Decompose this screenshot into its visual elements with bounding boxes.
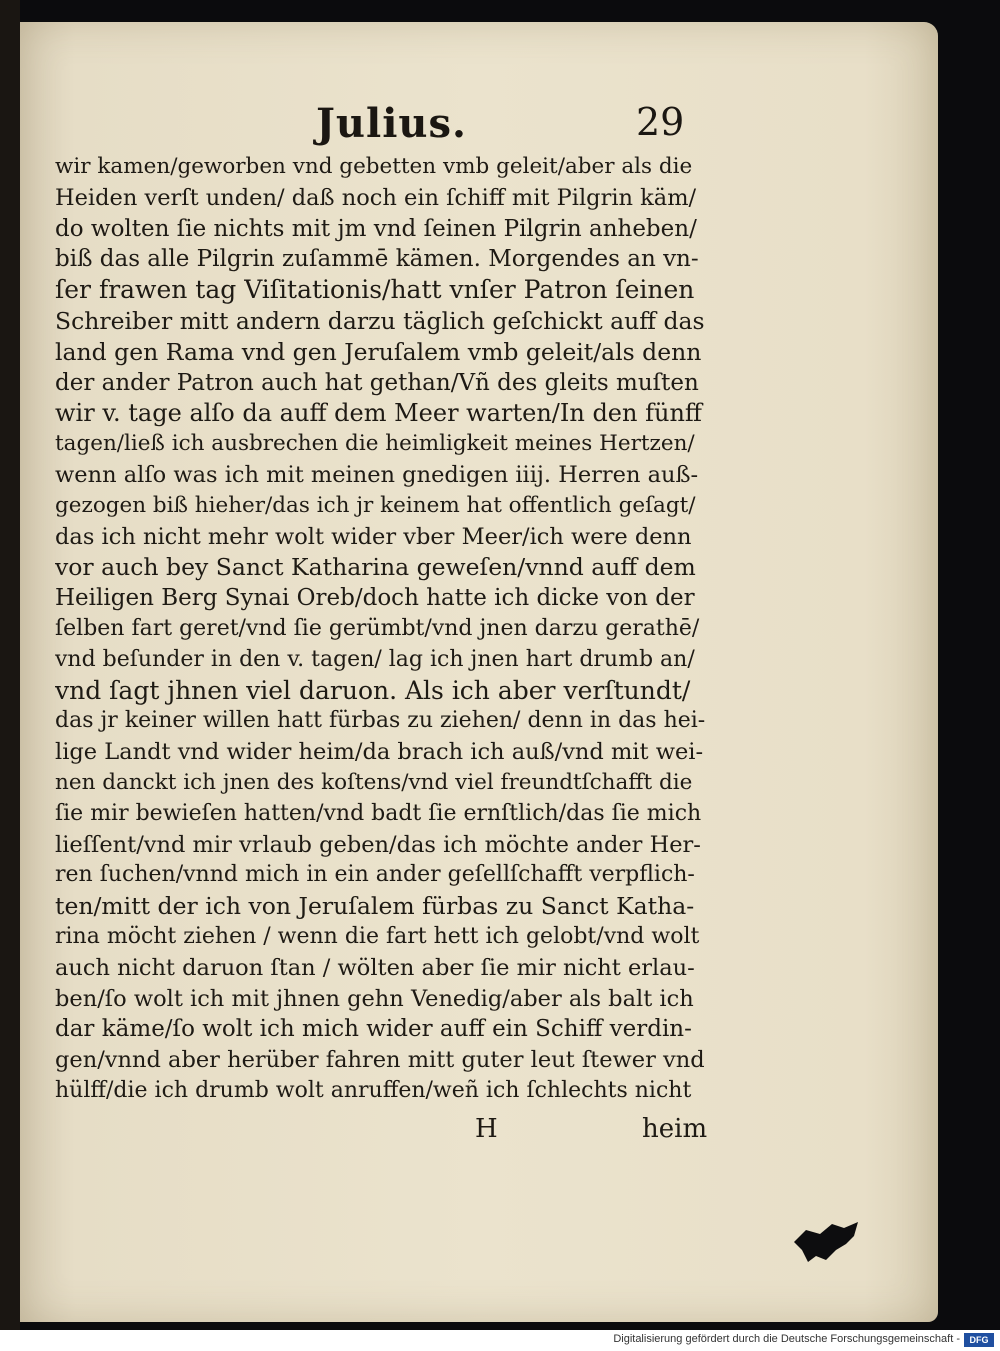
text-line: wenn alſo was ich mit meinen gnedigen iiij. Herren auß-	[55, 461, 699, 488]
text-line: Heiligen Berg Synai Oreb/doch hatte ich dicke von der	[55, 585, 695, 612]
text-line: nen danckt ich jnen des koſtens/vnd viel freundtſchafft die	[55, 769, 693, 795]
text-line: vor auch bey Sanct Katharina geweſen/vnnd auff dem	[55, 553, 696, 582]
text-line: wir kamen/geworben vnd gebetten vmb geleit/aber als die	[55, 154, 693, 179]
text-line: vnd beſunder in den v. tagen/ lag ich jnen hart drumb an/	[55, 646, 695, 672]
funding-credit: Digitalisierung gefördert durch die Deutsche Forschungsgemeinschaft -	[613, 1333, 960, 1345]
text-line: Schreiber mitt andern darzu täglich geſchickt auff das	[55, 306, 705, 335]
text-line: do wolten ſie nichts mit jm vnd ſeinen Pilgrin anheben/	[55, 215, 697, 242]
text-line: Heiden verſt unden/ daß noch ein ſchiff mit Pilgrin käm/	[55, 184, 697, 211]
text-line: lige Landt vnd wider heim/da brach ich auß/vnd mit wei-	[55, 739, 704, 766]
text-line: rina möcht ziehen / wenn die fart hett ich gelobt/vnd wolt	[55, 923, 700, 949]
body-text	[55, 152, 705, 1107]
running-head: Julius.	[316, 100, 467, 147]
book-page	[20, 22, 938, 1322]
text-line: land gen Rama vnd gen Jeruſalem vmb geleit/als denn	[55, 337, 702, 366]
text-line: das ich nicht mehr wolt wider vber Meer/ich were denn	[55, 523, 692, 550]
text-line: hülff/die ich drumb wolt anruffen/weñ ich ſchlechts nicht	[55, 1077, 692, 1103]
text-line: vnd ſagt jhnen viel daruon. Als ich aber verſtundt/	[55, 675, 691, 705]
text-line: ben/ſo wolt ich mit jhnen gehn Venedig/aber als balt ich	[55, 985, 694, 1012]
signature-line	[55, 1108, 708, 1148]
catchword: heim	[642, 1114, 708, 1144]
dfg-logo: DFG	[964, 1333, 994, 1347]
text-line: das jr keiner willen hatt fürbas zu ziehen/ denn in das hei-	[55, 708, 705, 734]
binding-edge	[0, 0, 20, 1330]
text-line: ſie mir bewieſen hatten/vnd badt ſie ernſtlich/das ſie mich	[55, 800, 702, 826]
signature-mark: H	[475, 1114, 498, 1144]
text-line: auch nicht daruon ſtan / wölten aber ſie mir nicht erlau-	[55, 954, 695, 981]
text-line: gezogen biß hieher/das ich jr keinem hat offentlich geſagt/	[55, 492, 696, 518]
text-line: wir v. tage alſo da auff dem Meer warten/In den fünff	[55, 399, 702, 428]
text-line: ren ſuchen/vnnd mich in ein ander geſellſchafft verpflich-	[55, 862, 695, 888]
text-line: lieſſent/vnd mir vrlaub geben/das ich möchte ander Her-	[55, 831, 701, 858]
page-number: 29	[636, 100, 685, 144]
text-line: biß das alle Pilgrin zuſammē kämen. Morgendes an vn-	[55, 246, 699, 273]
text-line: ſelben fart geret/vnd ſie gerümbt/vnd jnen darzu gerathē/	[55, 615, 700, 641]
text-line: ten/mitt der ich von Jeruſalem fürbas zu Sanct Katha-	[55, 892, 695, 921]
text-line: gen/vnnd aber herüber fahren mitt guter leut ſtewer vnd	[55, 1047, 705, 1074]
text-line: tagen/ließ ich ausbrechen die heimligkeit meines Hertzen/	[55, 431, 695, 457]
footer-bar	[0, 1330, 1000, 1351]
page-damage-hole	[792, 1220, 862, 1264]
text-line: dar käme/ſo wolt ich mich wider auff ein Schiff verdin-	[55, 1016, 692, 1043]
page-header	[20, 100, 938, 150]
text-line: ſer frawen tag Viſitationis/hatt vnſer Patron ſeinen	[55, 275, 695, 305]
text-line: der ander Patron auch hat gethan/Vñ des gleits muſten	[55, 369, 699, 396]
